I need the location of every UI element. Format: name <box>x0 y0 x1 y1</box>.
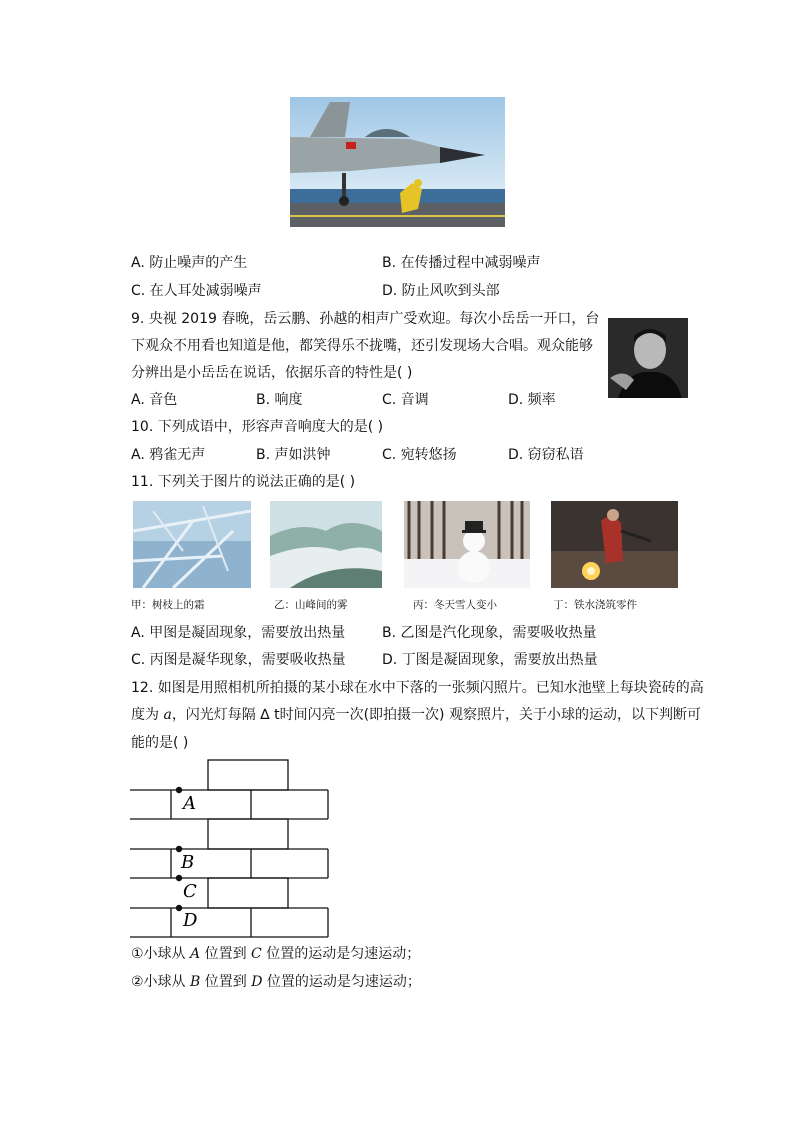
q10-option-b: B. 声如洪钟 <box>256 447 331 463</box>
q11-stem: 11. 下列关于图片的说法正确的是( ) <box>131 474 356 490</box>
q12-var-a: a <box>163 707 172 723</box>
q8-option-d: D. 防止风吹到头部 <box>382 283 500 299</box>
q11-option-c: C. 丙图是凝华现象，需要吸收热量 <box>131 652 346 668</box>
s2-var1: B <box>190 974 201 990</box>
label-d: D <box>183 910 198 931</box>
q10-option-c: C. 宛转悠扬 <box>382 447 457 463</box>
s2-var2: D <box>251 974 263 990</box>
q12-stem-line1: 12. 如图是用照相机所拍摄的某小球在水中下落的一张频闪照片。已知水池壁上每块瓷砖的高 <box>131 680 704 696</box>
label-b: B <box>181 852 195 873</box>
tile-wall-diagram <box>128 758 333 940</box>
q9-option-d: D. 频率 <box>508 392 556 408</box>
q12-line2-part1: 度为 <box>131 707 159 723</box>
s1-part1: ①小球从 <box>131 946 186 962</box>
q12-statement-2 <box>131 972 421 992</box>
q8-option-b: B. 在传播过程中减弱噪声 <box>382 255 541 271</box>
q9-stem-line1: 9. 央视 2019 春晚，岳云鹏、孙越的相声广受欢迎。每次小岳岳一开口，台 <box>131 311 600 327</box>
q9-option-a: A. 音色 <box>131 392 178 408</box>
ball-position-c <box>176 875 182 881</box>
ball-position-a <box>176 787 182 793</box>
molten-iron-photo <box>551 501 678 588</box>
ball-position-d <box>176 905 182 911</box>
s2-part2: 位置到 <box>204 974 247 990</box>
q12-statement-1 <box>131 944 420 964</box>
q12-stem-line3: 能的是( ) <box>131 735 189 751</box>
q9-stem-line2: 下观众不用看也知道是他，都笑得乐不拢嘴，还引发现场大合唱。观众能够 <box>131 338 593 354</box>
q9-option-b: B. 响度 <box>256 392 303 408</box>
s1-var1: A <box>190 946 201 962</box>
q10-option-a: A. 鸦雀无声 <box>131 447 206 463</box>
q10-stem: 10. 下列成语中，形容声音响度大的是( ) <box>131 419 384 435</box>
label-a: A <box>183 793 196 814</box>
s2-part3: 位置的运动是匀速运动； <box>266 974 421 990</box>
q11-caption-3: 丙：冬天雪人变小 <box>413 599 497 611</box>
s1-var2: C <box>251 946 262 962</box>
q11-caption-4: 丁：铁水浇筑零件 <box>553 599 637 611</box>
snowman-photo <box>404 501 530 588</box>
q9-option-c: C. 音调 <box>382 392 429 408</box>
jet-photo <box>290 97 505 227</box>
q11-option-b: B. 乙图是汽化现象，需要吸收热量 <box>382 625 597 641</box>
comedian-photo <box>608 318 688 398</box>
label-c: C <box>183 881 197 902</box>
q8-option-a: A. 防止噪声的产生 <box>131 255 248 271</box>
frost-photo <box>133 501 251 588</box>
q11-caption-2: 乙：山峰间的雾 <box>274 599 348 611</box>
fog-photo <box>270 501 382 588</box>
q9-stem-line3: 分辨出是小岳岳在说话，依据乐音的特性是( ) <box>131 365 413 381</box>
s1-part3: 位置的运动是匀速运动； <box>266 946 421 962</box>
s1-part2: 位置到 <box>204 946 247 962</box>
q12-stem-line2 <box>131 705 701 725</box>
q10-option-d: D. 窃窃私语 <box>508 447 584 463</box>
q11-option-d: D. 丁图是凝固现象，需要放出热量 <box>382 652 598 668</box>
q11-caption-1: 甲：树枝上的霜 <box>131 599 205 611</box>
q12-line2-part2: ，闪光灯每隔 ∆ t时间闪亮一次(即拍摄一次) 观察照片，关于小球的运动，以下判断可 <box>171 707 701 723</box>
q11-option-a: A. 甲图是凝固现象，需要放出热量 <box>131 625 346 641</box>
s2-part1: ②小球从 <box>131 974 186 990</box>
q8-option-c: C. 在人耳处减弱噪声 <box>131 283 262 299</box>
